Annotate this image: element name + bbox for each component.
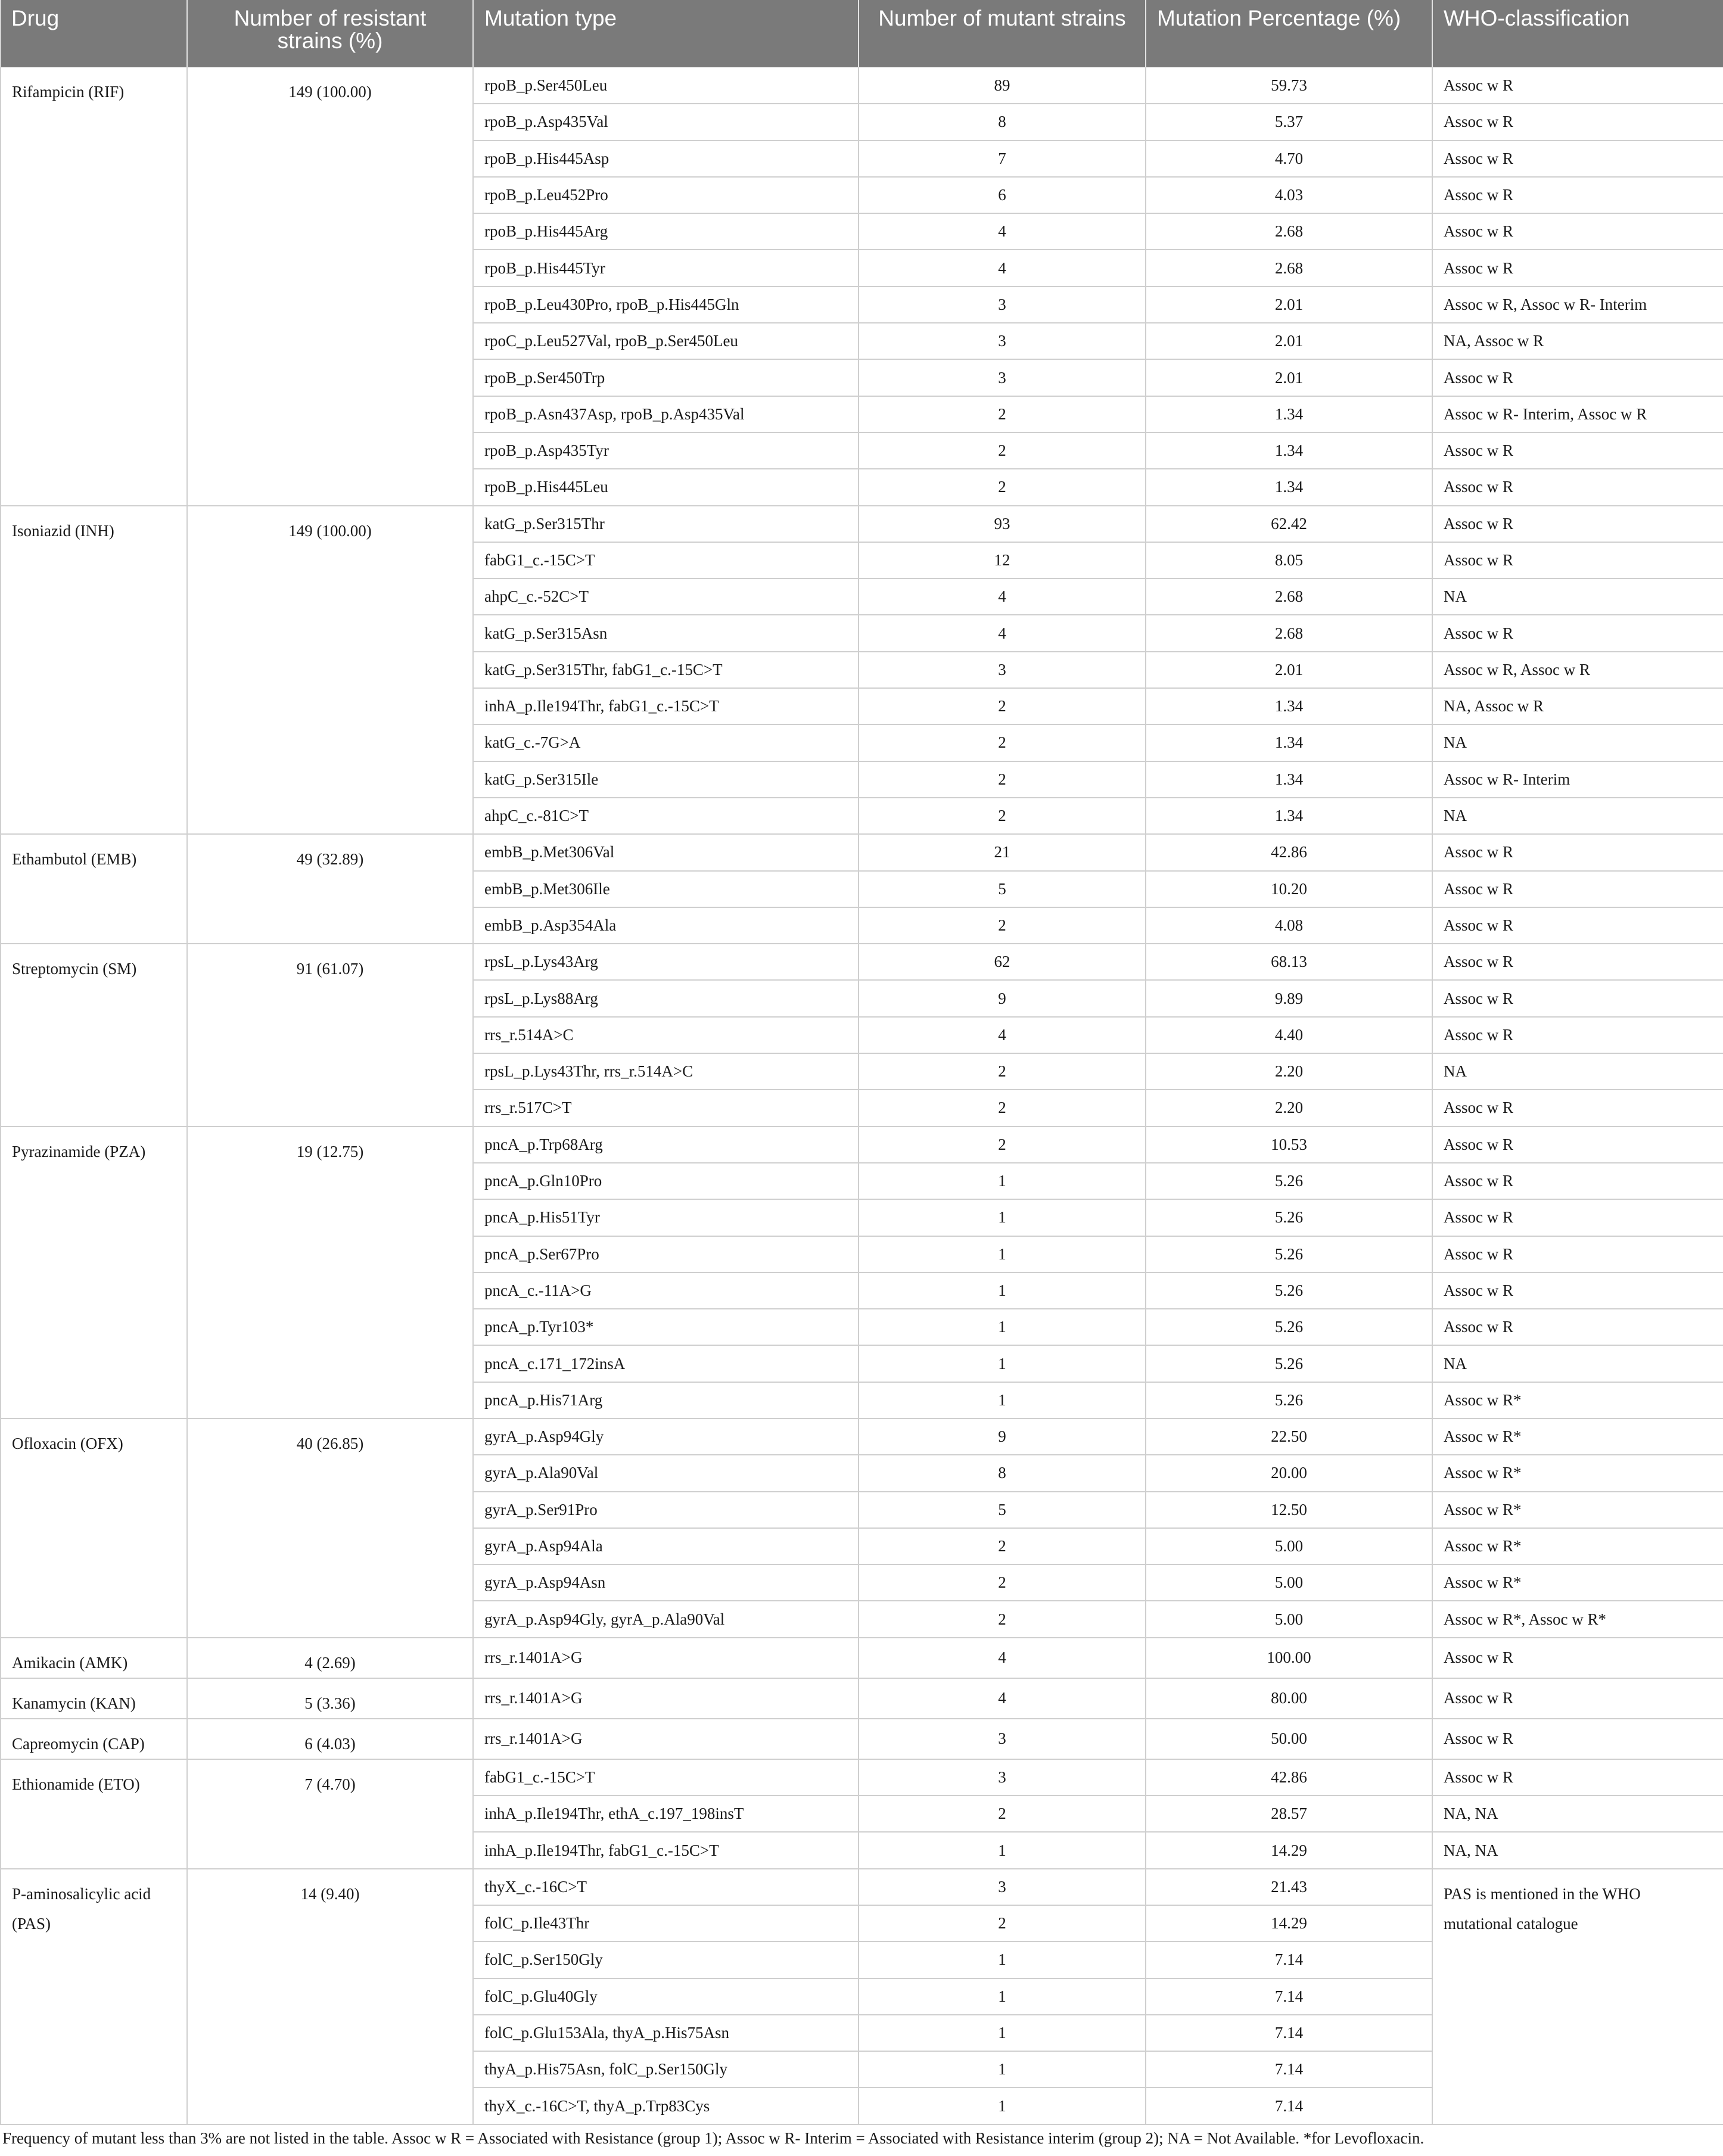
mutation-type: thyX_c.-16C>T, thyA_p.Trp83Cys xyxy=(473,2087,859,2124)
mutant-strain-count: 7 xyxy=(859,141,1146,177)
who-classification: Assoc w R xyxy=(1432,834,1723,870)
mutant-strain-count: 6 xyxy=(859,177,1146,213)
mutant-strain-count: 8 xyxy=(859,104,1146,140)
mutant-strain-count: 2 xyxy=(859,469,1146,505)
who-classification: Assoc w R xyxy=(1432,1759,1723,1796)
mutation-type: rrs_r.517C>T xyxy=(473,1090,859,1126)
mutant-strain-count: 93 xyxy=(859,506,1146,542)
who-classification: Assoc w R xyxy=(1432,141,1723,177)
table-body xyxy=(1,67,1723,2124)
who-classification: NA xyxy=(1432,578,1723,615)
mutation-percentage: 1.34 xyxy=(1146,433,1432,469)
mutation-type: rpoB_p.Ser450Trp xyxy=(473,359,859,396)
mutation-percentage: 7.14 xyxy=(1146,2087,1432,2124)
column-header-mutant-strains: Number of mutant strains xyxy=(859,0,1146,67)
mutation-type: ahpC_c.-52C>T xyxy=(473,578,859,615)
drug-name: P-aminosalicylic acid (PAS) xyxy=(1,1869,187,2124)
mutation-percentage: 7.14 xyxy=(1146,1978,1432,2015)
who-classification: Assoc w R xyxy=(1432,469,1723,505)
mutation-percentage: 42.86 xyxy=(1146,834,1432,870)
mutation-type: rpsL_p.Lys43Thr, rrs_r.514A>C xyxy=(473,1053,859,1090)
mutation-type: rrs_r.1401A>G xyxy=(473,1719,859,1759)
column-header-mutation-type: Mutation type xyxy=(473,0,859,67)
mutant-strain-count: 1 xyxy=(859,1199,1146,1236)
mutant-strain-count: 2 xyxy=(859,1564,1146,1601)
mutation-percentage: 2.01 xyxy=(1146,359,1432,396)
mutation-percentage: 68.13 xyxy=(1146,944,1432,980)
mutation-type: pncA_p.Trp68Arg xyxy=(473,1127,859,1163)
mutant-strain-count: 2 xyxy=(859,433,1146,469)
mutant-strain-count: 1 xyxy=(859,1832,1146,1868)
mutation-percentage: 5.26 xyxy=(1146,1345,1432,1382)
who-classification: Assoc w R* xyxy=(1432,1492,1723,1528)
mutation-type: embB_p.Met306Val xyxy=(473,834,859,870)
mutation-percentage: 2.01 xyxy=(1146,652,1432,688)
drug-name: Ofloxacin (OFX) xyxy=(1,1418,187,1638)
mutant-strain-count: 1 xyxy=(859,1978,1146,2015)
mutation-type: rpoB_p.His445Arg xyxy=(473,213,859,250)
mutation-percentage: 4.70 xyxy=(1146,141,1432,177)
mutation-type: katG_c.-7G>A xyxy=(473,724,859,761)
table-row xyxy=(1,1638,1723,1678)
mutation-percentage: 5.26 xyxy=(1146,1309,1432,1345)
mutation-percentage: 14.29 xyxy=(1146,1905,1432,1942)
who-classification: Assoc w R xyxy=(1432,1017,1723,1053)
mutant-strain-count: 3 xyxy=(859,359,1146,396)
mutant-strain-count: 2 xyxy=(859,1090,1146,1126)
drug-name: Ethambutol (EMB) xyxy=(1,834,187,944)
who-classification: Assoc w R xyxy=(1432,542,1723,578)
who-classification: Assoc w R xyxy=(1432,1309,1723,1345)
who-classification: Assoc w R xyxy=(1432,980,1723,1016)
who-classification: Assoc w R xyxy=(1432,104,1723,140)
drug-name: Capreomycin (CAP) xyxy=(1,1719,187,1759)
mutation-percentage: 20.00 xyxy=(1146,1455,1432,1491)
mutant-strain-count: 4 xyxy=(859,250,1146,286)
mutant-strain-count: 2 xyxy=(859,1601,1146,1637)
table-row xyxy=(1,67,1723,104)
table-header xyxy=(1,0,1723,67)
mutation-type: rpoB_p.His445Asp xyxy=(473,141,859,177)
mutation-percentage: 1.34 xyxy=(1146,798,1432,834)
mutant-strain-count: 8 xyxy=(859,1455,1146,1491)
mutation-type: rpoB_p.His445Tyr xyxy=(473,250,859,286)
mutation-type: katG_p.Ser315Thr xyxy=(473,506,859,542)
mutation-type: katG_p.Ser315Thr, fabG1_c.-15C>T xyxy=(473,652,859,688)
mutation-percentage: 21.43 xyxy=(1146,1869,1432,1905)
mutation-type: thyA_p.His75Asn, folC_p.Ser150Gly xyxy=(473,2051,859,2087)
who-classification: NA, NA xyxy=(1432,1832,1723,1868)
mutation-type: inhA_p.Ile194Thr, fabG1_c.-15C>T xyxy=(473,1832,859,1868)
mutant-strain-count: 2 xyxy=(859,1127,1146,1163)
mutant-strain-count: 1 xyxy=(859,1163,1146,1199)
mutation-type: folC_p.Glu40Gly xyxy=(473,1978,859,2015)
mutation-percentage: 1.34 xyxy=(1146,688,1432,724)
mutant-strain-count: 2 xyxy=(859,724,1146,761)
mutation-type: embB_p.Asp354Ala xyxy=(473,907,859,944)
drug-name: Pyrazinamide (PZA) xyxy=(1,1127,187,1418)
mutant-strain-count: 2 xyxy=(859,396,1146,433)
mutation-percentage: 4.40 xyxy=(1146,1017,1432,1053)
resistant-strains: 40 (26.85) xyxy=(187,1418,473,1638)
who-classification: Assoc w R xyxy=(1432,1638,1723,1678)
mutation-type: rpoB_p.Asp435Tyr xyxy=(473,433,859,469)
table-row xyxy=(1,944,1723,980)
mutation-percentage: 2.01 xyxy=(1146,323,1432,359)
drug-name: Streptomycin (SM) xyxy=(1,944,187,1126)
mutation-type: rpoB_p.His445Leu xyxy=(473,469,859,505)
who-classification: Assoc w R xyxy=(1432,615,1723,651)
mutation-type: rpoC_p.Leu527Val, rpoB_p.Ser450Leu xyxy=(473,323,859,359)
column-header-mutation-percentage: Mutation Percentage (%) xyxy=(1146,0,1432,67)
mutation-percentage: 10.20 xyxy=(1146,871,1432,907)
who-classification: Assoc w R- Interim xyxy=(1432,761,1723,798)
mutant-strain-count: 3 xyxy=(859,652,1146,688)
mutant-strain-count: 89 xyxy=(859,67,1146,104)
mutation-percentage: 14.29 xyxy=(1146,1832,1432,1868)
mutation-type: rpsL_p.Lys88Arg xyxy=(473,980,859,1016)
who-classification: Assoc w R xyxy=(1432,506,1723,542)
table-row xyxy=(1,506,1723,542)
mutation-type: inhA_p.Ile194Thr, ethA_c.197_198insT xyxy=(473,1796,859,1832)
mutation-type: inhA_p.Ile194Thr, fabG1_c.-15C>T xyxy=(473,688,859,724)
table-row xyxy=(1,1127,1723,1163)
mutation-percentage: 5.26 xyxy=(1146,1163,1432,1199)
mutation-type: folC_p.Glu153Ala, thyA_p.His75Asn xyxy=(473,2015,859,2051)
mutant-strain-count: 1 xyxy=(859,2087,1146,2124)
who-classification: Assoc w R xyxy=(1432,907,1723,944)
mutation-percentage: 5.26 xyxy=(1146,1199,1432,1236)
mutation-type: fabG1_c.-15C>T xyxy=(473,1759,859,1796)
mutant-strain-count: 9 xyxy=(859,1418,1146,1455)
mutant-strain-count: 3 xyxy=(859,287,1146,323)
mutation-percentage: 100.00 xyxy=(1146,1638,1432,1678)
mutation-type: rpoB_p.Asp435Val xyxy=(473,104,859,140)
mutation-type: rpoB_p.Asn437Asp, rpoB_p.Asp435Val xyxy=(473,396,859,433)
drug-name: Amikacin (AMK) xyxy=(1,1638,187,1678)
mutation-percentage: 2.20 xyxy=(1146,1053,1432,1090)
mutant-strain-count: 4 xyxy=(859,578,1146,615)
who-classification: Assoc w R xyxy=(1432,67,1723,104)
mutant-strain-count: 5 xyxy=(859,1492,1146,1528)
mutant-strain-count: 3 xyxy=(859,323,1146,359)
mutation-percentage: 9.89 xyxy=(1146,980,1432,1016)
mutation-type: folC_p.Ile43Thr xyxy=(473,1905,859,1942)
mutation-type: pncA_p.Tyr103* xyxy=(473,1309,859,1345)
mutant-strain-count: 2 xyxy=(859,798,1146,834)
resistant-strains: 5 (3.36) xyxy=(187,1678,473,1719)
who-classification: NA, Assoc w R xyxy=(1432,688,1723,724)
who-classification: NA, Assoc w R xyxy=(1432,323,1723,359)
mutation-type: rpoB_p.Leu452Pro xyxy=(473,177,859,213)
mutation-percentage: 2.68 xyxy=(1146,615,1432,651)
resistant-strains: 149 (100.00) xyxy=(187,67,473,506)
who-classification: Assoc w R* xyxy=(1432,1455,1723,1491)
mutant-strain-count: 1 xyxy=(859,1236,1146,1273)
mutation-type: rpoB_p.Leu430Pro, rpoB_p.His445Gln xyxy=(473,287,859,323)
mutation-percentage: 5.00 xyxy=(1146,1528,1432,1564)
mutation-percentage: 7.14 xyxy=(1146,1942,1432,1978)
who-classification: Assoc w R* xyxy=(1432,1564,1723,1601)
who-classification: NA xyxy=(1432,1345,1723,1382)
mutant-strain-count: 2 xyxy=(859,1053,1146,1090)
who-classification: Assoc w R xyxy=(1432,1199,1723,1236)
resistant-strains: 149 (100.00) xyxy=(187,506,473,835)
who-classification: Assoc w R- Interim, Assoc w R xyxy=(1432,396,1723,433)
mutation-percentage: 10.53 xyxy=(1146,1127,1432,1163)
who-classification: Assoc w R xyxy=(1432,1678,1723,1719)
mutation-percentage: 5.00 xyxy=(1146,1564,1432,1601)
mutation-type: folC_p.Ser150Gly xyxy=(473,1942,859,1978)
who-classification: Assoc w R* xyxy=(1432,1528,1723,1564)
mutant-strain-count: 2 xyxy=(859,1905,1146,1942)
mutant-strain-count: 3 xyxy=(859,1719,1146,1759)
mutation-type: gyrA_p.Asp94Asn xyxy=(473,1564,859,1601)
who-classification: PAS is mentioned in the WHO mutational catalogue xyxy=(1432,1869,1723,2124)
mutation-percentage: 2.68 xyxy=(1146,250,1432,286)
mutation-type: rrs_r.1401A>G xyxy=(473,1638,859,1678)
column-header-resistant-strains: Number of resistant strains (%) xyxy=(187,0,473,67)
mutation-type: embB_p.Met306Ile xyxy=(473,871,859,907)
who-classification: Assoc w R* xyxy=(1432,1382,1723,1418)
header-row xyxy=(1,0,1723,67)
mutation-type: ahpC_c.-81C>T xyxy=(473,798,859,834)
mutant-strain-count: 1 xyxy=(859,1382,1146,1418)
who-classification: NA xyxy=(1432,1053,1723,1090)
who-classification: NA, NA xyxy=(1432,1796,1723,1832)
mutant-strain-count: 2 xyxy=(859,1528,1146,1564)
drug-name: Kanamycin (KAN) xyxy=(1,1678,187,1719)
who-classification: Assoc w R xyxy=(1432,1273,1723,1309)
mutation-percentage: 22.50 xyxy=(1146,1418,1432,1455)
mutation-percentage: 1.34 xyxy=(1146,396,1432,433)
mutation-type: pncA_c.-11A>G xyxy=(473,1273,859,1309)
mutation-percentage: 2.68 xyxy=(1146,213,1432,250)
mutant-strain-count: 2 xyxy=(859,761,1146,798)
mutation-percentage: 5.37 xyxy=(1146,104,1432,140)
mutation-percentage: 80.00 xyxy=(1146,1678,1432,1719)
mutation-percentage: 59.73 xyxy=(1146,67,1432,104)
mutation-type: pncA_p.His71Arg xyxy=(473,1382,859,1418)
mutation-type: rpoB_p.Ser450Leu xyxy=(473,67,859,104)
mutation-percentage: 1.34 xyxy=(1146,469,1432,505)
mutation-percentage: 12.50 xyxy=(1146,1492,1432,1528)
mutant-strain-count: 1 xyxy=(859,2051,1146,2087)
who-classification: Assoc w R* xyxy=(1432,1418,1723,1455)
mutation-percentage: 5.26 xyxy=(1146,1273,1432,1309)
resistant-strains: 14 (9.40) xyxy=(187,1869,473,2124)
mutation-type: gyrA_p.Asp94Ala xyxy=(473,1528,859,1564)
who-classification: Assoc w R xyxy=(1432,944,1723,980)
mutation-percentage: 2.68 xyxy=(1146,578,1432,615)
mutation-type: katG_p.Ser315Ile xyxy=(473,761,859,798)
mutation-type: fabG1_c.-15C>T xyxy=(473,542,859,578)
table-row xyxy=(1,1759,1723,1796)
mutation-percentage: 8.05 xyxy=(1146,542,1432,578)
mutation-type: rrs_r.514A>C xyxy=(473,1017,859,1053)
column-header-who-classification: WHO-classification xyxy=(1432,0,1723,67)
drug-name: Rifampicin (RIF) xyxy=(1,67,187,506)
mutant-strain-count: 1 xyxy=(859,1345,1146,1382)
resistant-strains: 7 (4.70) xyxy=(187,1759,473,1869)
mutation-percentage: 7.14 xyxy=(1146,2051,1432,2087)
mutant-strain-count: 2 xyxy=(859,688,1146,724)
table-row xyxy=(1,1719,1723,1759)
drug-name: Isoniazid (INH) xyxy=(1,506,187,835)
mutation-type: pncA_p.Ser67Pro xyxy=(473,1236,859,1273)
who-classification: Assoc w R xyxy=(1432,1090,1723,1126)
mutant-strain-count: 1 xyxy=(859,1273,1146,1309)
who-classification: Assoc w R xyxy=(1432,213,1723,250)
mutant-strain-count: 12 xyxy=(859,542,1146,578)
mutant-strain-count: 2 xyxy=(859,1796,1146,1832)
who-classification: Assoc w R, Assoc w R xyxy=(1432,652,1723,688)
mutant-strain-count: 4 xyxy=(859,1017,1146,1053)
mutation-type: gyrA_p.Asp94Gly xyxy=(473,1418,859,1455)
resistant-strains: 6 (4.03) xyxy=(187,1719,473,1759)
mutation-percentage: 1.34 xyxy=(1146,761,1432,798)
mutation-percentage: 7.14 xyxy=(1146,2015,1432,2051)
mutation-type: pncA_c.171_172insA xyxy=(473,1345,859,1382)
drug-name: Ethionamide (ETO) xyxy=(1,1759,187,1869)
column-header-drug: Drug xyxy=(1,0,187,67)
mutant-strain-count: 4 xyxy=(859,1678,1146,1719)
who-classification: Assoc w R xyxy=(1432,1127,1723,1163)
mutant-strain-count: 62 xyxy=(859,944,1146,980)
mutant-strain-count: 1 xyxy=(859,2015,1146,2051)
mutation-percentage: 2.20 xyxy=(1146,1090,1432,1126)
mutation-type: pncA_p.His51Tyr xyxy=(473,1199,859,1236)
who-classification: Assoc w R*, Assoc w R* xyxy=(1432,1601,1723,1637)
resistant-strains: 19 (12.75) xyxy=(187,1127,473,1418)
mutation-type: gyrA_p.Ser91Pro xyxy=(473,1492,859,1528)
resistant-strains: 91 (61.07) xyxy=(187,944,473,1126)
mutant-strain-count: 21 xyxy=(859,834,1146,870)
mutant-strain-count: 4 xyxy=(859,213,1146,250)
mutant-strain-count: 1 xyxy=(859,1942,1146,1978)
mutation-percentage: 5.00 xyxy=(1146,1601,1432,1637)
mutation-percentage: 50.00 xyxy=(1146,1719,1432,1759)
mutant-strain-count: 1 xyxy=(859,1309,1146,1345)
table-footnote: Frequency of mutant less than 3% are not listed in the table. Assoc w R = Associated with Resistance (group 1); Assoc w R- Interim = Associated with Resistance interim (group 2); NA = Not Available. *for Levofloxacin. xyxy=(2,2129,1425,2147)
who-classification: Assoc w R xyxy=(1432,177,1723,213)
who-classification: Assoc w R xyxy=(1432,359,1723,396)
mutation-percentage: 2.01 xyxy=(1146,287,1432,323)
resistant-strains: 49 (32.89) xyxy=(187,834,473,944)
mutant-strain-count: 4 xyxy=(859,615,1146,651)
mutant-strain-count: 5 xyxy=(859,871,1146,907)
table-row xyxy=(1,1869,1723,1905)
mutation-type: rpsL_p.Lys43Arg xyxy=(473,944,859,980)
mutation-percentage: 5.26 xyxy=(1146,1236,1432,1273)
who-classification: NA xyxy=(1432,724,1723,761)
mutation-percentage: 4.08 xyxy=(1146,907,1432,944)
mutant-strain-count: 9 xyxy=(859,980,1146,1016)
mutation-percentage: 42.86 xyxy=(1146,1759,1432,1796)
who-classification: Assoc w R xyxy=(1432,433,1723,469)
mutation-percentage: 28.57 xyxy=(1146,1796,1432,1832)
resistant-strains: 4 (2.69) xyxy=(187,1638,473,1678)
mutation-percentage: 4.03 xyxy=(1146,177,1432,213)
mutant-strain-count: 4 xyxy=(859,1638,1146,1678)
mutant-strain-count: 3 xyxy=(859,1759,1146,1796)
who-classification: NA xyxy=(1432,798,1723,834)
who-classification: Assoc w R xyxy=(1432,1163,1723,1199)
mutation-percentage: 5.26 xyxy=(1146,1382,1432,1418)
table-row xyxy=(1,834,1723,870)
mutation-type: gyrA_p.Ala90Val xyxy=(473,1455,859,1491)
table-row xyxy=(1,1678,1723,1719)
who-classification: Assoc w R xyxy=(1432,250,1723,286)
who-classification: Assoc w R xyxy=(1432,871,1723,907)
mutation-type: pncA_p.Gln10Pro xyxy=(473,1163,859,1199)
who-classification: Assoc w R xyxy=(1432,1719,1723,1759)
mutant-strain-count: 2 xyxy=(859,907,1146,944)
mutation-type: rrs_r.1401A>G xyxy=(473,1678,859,1719)
mutant-strain-count: 3 xyxy=(859,1869,1146,1905)
mutation-type: thyX_c.-16C>T xyxy=(473,1869,859,1905)
table-row xyxy=(1,1418,1723,1455)
mutation-percentage: 1.34 xyxy=(1146,724,1432,761)
mutation-percentage: 62.42 xyxy=(1146,506,1432,542)
mutation-type: katG_p.Ser315Asn xyxy=(473,615,859,651)
who-classification: Assoc w R, Assoc w R- Interim xyxy=(1432,287,1723,323)
who-classification: Assoc w R xyxy=(1432,1236,1723,1273)
mutation-type: gyrA_p.Asp94Gly, gyrA_p.Ala90Val xyxy=(473,1601,859,1637)
